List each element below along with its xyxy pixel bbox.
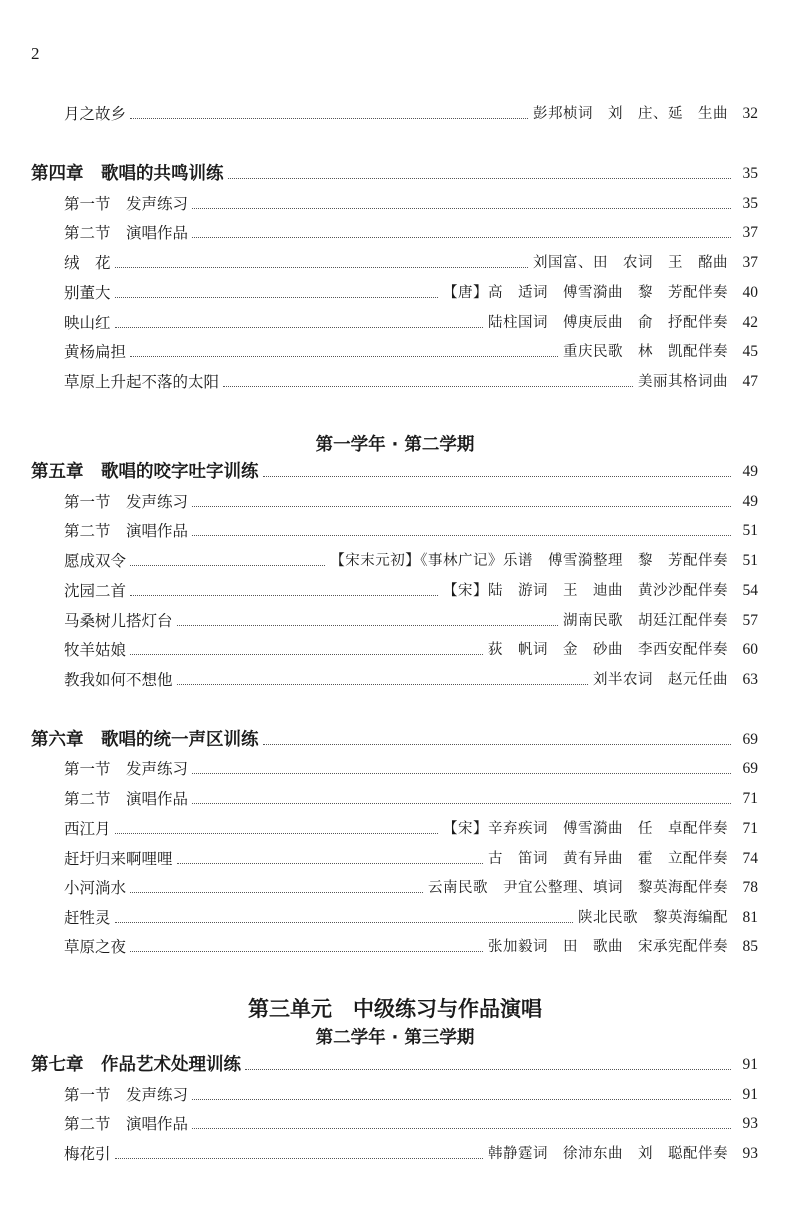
entry-credit: 张加毅词 田 歌曲 宋承宪配伴奏 [488, 939, 728, 955]
section-title: 第一节 发声练习 [64, 760, 189, 778]
toc-entry-song[interactable] [0, 666, 790, 690]
leader-dots [192, 208, 731, 209]
entry-page: 91 [742, 1086, 758, 1103]
entry-title: 黄杨扁担 [64, 343, 127, 361]
chapter-title: 第七章 作品艺术处理训练 [31, 1055, 241, 1075]
leader-dots [115, 297, 438, 298]
leader-dots [192, 535, 731, 536]
toc-entry-song[interactable] [0, 815, 790, 839]
entry-title: 马桑树儿搭灯台 [64, 612, 173, 630]
section-title: 第一节 发声练习 [64, 493, 189, 511]
toc-entry-section[interactable] [0, 190, 790, 214]
entry-credit: 【宋】陆 游词 王 迪曲 黄沙沙配伴奏 [443, 583, 728, 599]
entry-title: 月之故乡 [64, 105, 127, 123]
entry-credit: 【唐】高 适词 傅雪漪曲 黎 芳配伴奏 [443, 285, 728, 301]
chapter-title: 第五章 歌唱的咬字吐字训练 [31, 462, 259, 482]
entry-title: 映山红 [64, 314, 111, 332]
leader-dots [115, 833, 438, 834]
entry-credit: 陆柱国词 傅庚辰曲 俞 抒配伴奏 [488, 315, 728, 331]
entry-credit: 湖南民歌 胡廷江配伴奏 [563, 613, 728, 629]
toc-entry-song[interactable] [0, 279, 790, 303]
entry-page: 49 [742, 493, 758, 510]
chapter-title: 第六章 歌唱的统一声区训练 [31, 730, 259, 750]
entry-page: 60 [742, 641, 758, 658]
toc-entry-section[interactable] [0, 785, 790, 809]
leader-dots [192, 506, 731, 507]
entry-page: 32 [742, 105, 758, 122]
leader-dots [245, 1069, 731, 1070]
section-title: 第二节 演唱作品 [64, 224, 189, 242]
leader-dots [177, 863, 483, 864]
toc-entry-song[interactable] [0, 1140, 790, 1164]
entry-title: 沈园二首 [64, 582, 127, 600]
entry-page: 71 [742, 820, 758, 837]
toc-entry-song[interactable] [0, 845, 790, 869]
toc-entry-section[interactable] [0, 755, 790, 779]
entry-title: 别董大 [64, 284, 111, 302]
leader-dots [115, 267, 528, 268]
leader-dots [115, 922, 573, 923]
leader-dots [223, 386, 633, 387]
entry-credit: 彭邦桢词 刘 庄、延 生曲 [533, 106, 728, 122]
leader-dots [130, 356, 558, 357]
toc-entry-song[interactable] [0, 607, 790, 631]
toc-entry-song[interactable] [0, 904, 790, 928]
entry-credit: 古 笛词 黄有异曲 霍 立配伴奏 [488, 851, 728, 867]
entry-credit: 刘半农词 赵元任曲 [593, 672, 728, 688]
entry-page: 47 [742, 373, 758, 390]
unit-heading: 第三单元 中级练习与作品演唱 [248, 997, 542, 1021]
chapter-title: 第四章 歌唱的共鸣训练 [31, 164, 224, 184]
toc-entry-song[interactable] [0, 338, 790, 362]
entry-page: 85 [742, 938, 758, 955]
entry-page: 45 [742, 343, 758, 360]
semester-heading: 第二学年 · 第三学期 [315, 1028, 475, 1048]
toc-entry-song[interactable] [0, 933, 790, 957]
entry-title: 牧羊姑娘 [64, 641, 127, 659]
toc-entry-song[interactable] [0, 874, 790, 898]
entry-credit: 【宋末元初】《事林广记》乐谱 傅雪漪整理 黎 芳配伴奏 [330, 553, 728, 569]
leader-dots [130, 118, 528, 119]
entry-page: 91 [742, 1056, 758, 1073]
toc-entry-chapter[interactable] [0, 458, 790, 482]
toc-entry-section[interactable] [0, 517, 790, 541]
entry-credit: 云南民歌 尹宜公整理、填词 黎英海配伴奏 [428, 880, 728, 896]
entry-credit: 刘国富、田 农词 王 酩曲 [533, 255, 728, 271]
entry-title: 梅花引 [64, 1145, 111, 1163]
entry-page: 51 [742, 522, 758, 539]
entry-page: 40 [742, 284, 758, 301]
entry-page: 63 [742, 671, 758, 688]
entry-page: 69 [742, 731, 758, 748]
leader-dots [115, 327, 483, 328]
entry-title: 赶牲灵 [64, 909, 111, 927]
leader-dots [192, 1128, 731, 1129]
toc-entry-section[interactable] [0, 1110, 790, 1134]
entry-title: 赶圩归来啊哩哩 [64, 850, 173, 868]
entry-title: 草原上升起不落的太阳 [64, 373, 220, 391]
toc-entry-chapter[interactable] [0, 726, 790, 750]
section-title: 第一节 发声练习 [64, 1086, 189, 1104]
toc-entry-song[interactable] [0, 577, 790, 601]
leader-dots [130, 892, 423, 893]
entry-page: 74 [742, 850, 758, 867]
leader-dots [130, 654, 483, 655]
toc-entry-song[interactable] [0, 309, 790, 333]
leader-dots [228, 178, 732, 179]
leader-dots [192, 1099, 731, 1100]
page-number: 2 [31, 44, 40, 63]
entry-title: 小河淌水 [64, 879, 127, 897]
section-title: 第二节 演唱作品 [64, 1115, 189, 1133]
entry-credit: 重庆民歌 林 凯配伴奏 [563, 344, 728, 360]
entry-page: 54 [742, 582, 758, 599]
toc-entry-song[interactable] [0, 547, 790, 571]
toc-entry-song[interactable] [0, 636, 790, 660]
entry-title: 愿成双令 [64, 552, 127, 570]
entry-credit: 美丽其格词曲 [638, 374, 728, 390]
leader-dots [130, 595, 438, 596]
entry-title: 绒 花 [64, 254, 111, 272]
toc-entry-song[interactable] [0, 100, 790, 124]
leader-dots [263, 744, 732, 745]
entry-title: 草原之夜 [64, 938, 127, 956]
semester-heading: 第一学年 · 第二学期 [315, 435, 475, 455]
leader-dots [192, 237, 731, 238]
leader-dots [115, 1158, 483, 1159]
leader-dots [177, 625, 558, 626]
toc-entry-section[interactable] [0, 219, 790, 243]
entry-title: 西江月 [64, 820, 111, 838]
entry-title: 教我如何不想他 [64, 671, 173, 689]
entry-page: 57 [742, 612, 758, 629]
entry-credit: 【宋】辛弃疾词 傅雪漪曲 任 卓配伴奏 [443, 821, 728, 837]
leader-dots [192, 773, 731, 774]
entry-page: 69 [742, 760, 758, 777]
section-title: 第二节 演唱作品 [64, 522, 189, 540]
toc-entry-chapter[interactable] [0, 160, 790, 184]
entry-page: 93 [742, 1145, 758, 1162]
leader-dots [192, 803, 731, 804]
entry-page: 81 [742, 909, 758, 926]
leader-dots [263, 476, 732, 477]
entry-page: 51 [742, 552, 758, 569]
toc-entry-song[interactable] [0, 368, 790, 392]
leader-dots [177, 684, 588, 685]
leader-dots [130, 565, 325, 566]
toc-entry-chapter[interactable] [0, 1051, 790, 1075]
entry-page: 35 [742, 195, 758, 212]
entry-credit: 韩静霆词 徐沛东曲 刘 聪配伴奏 [488, 1146, 728, 1162]
entry-page: 42 [742, 314, 758, 331]
toc-entry-section[interactable] [0, 488, 790, 512]
section-title: 第一节 发声练习 [64, 195, 189, 213]
toc-entry-section[interactable] [0, 1081, 790, 1105]
entry-credit: 荻 帆词 金 砂曲 李西安配伴奏 [488, 642, 728, 658]
leader-dots [130, 951, 483, 952]
entry-page: 37 [742, 224, 758, 241]
entry-page: 78 [742, 879, 758, 896]
section-title: 第二节 演唱作品 [64, 790, 189, 808]
entry-page: 49 [742, 463, 758, 480]
entry-credit: 陕北民歌 黎英海编配 [578, 910, 728, 926]
entry-page: 71 [742, 790, 758, 807]
entry-page: 37 [742, 254, 758, 271]
entry-page: 93 [742, 1115, 758, 1132]
entry-page: 35 [742, 165, 758, 182]
toc-entry-song[interactable] [0, 249, 790, 273]
